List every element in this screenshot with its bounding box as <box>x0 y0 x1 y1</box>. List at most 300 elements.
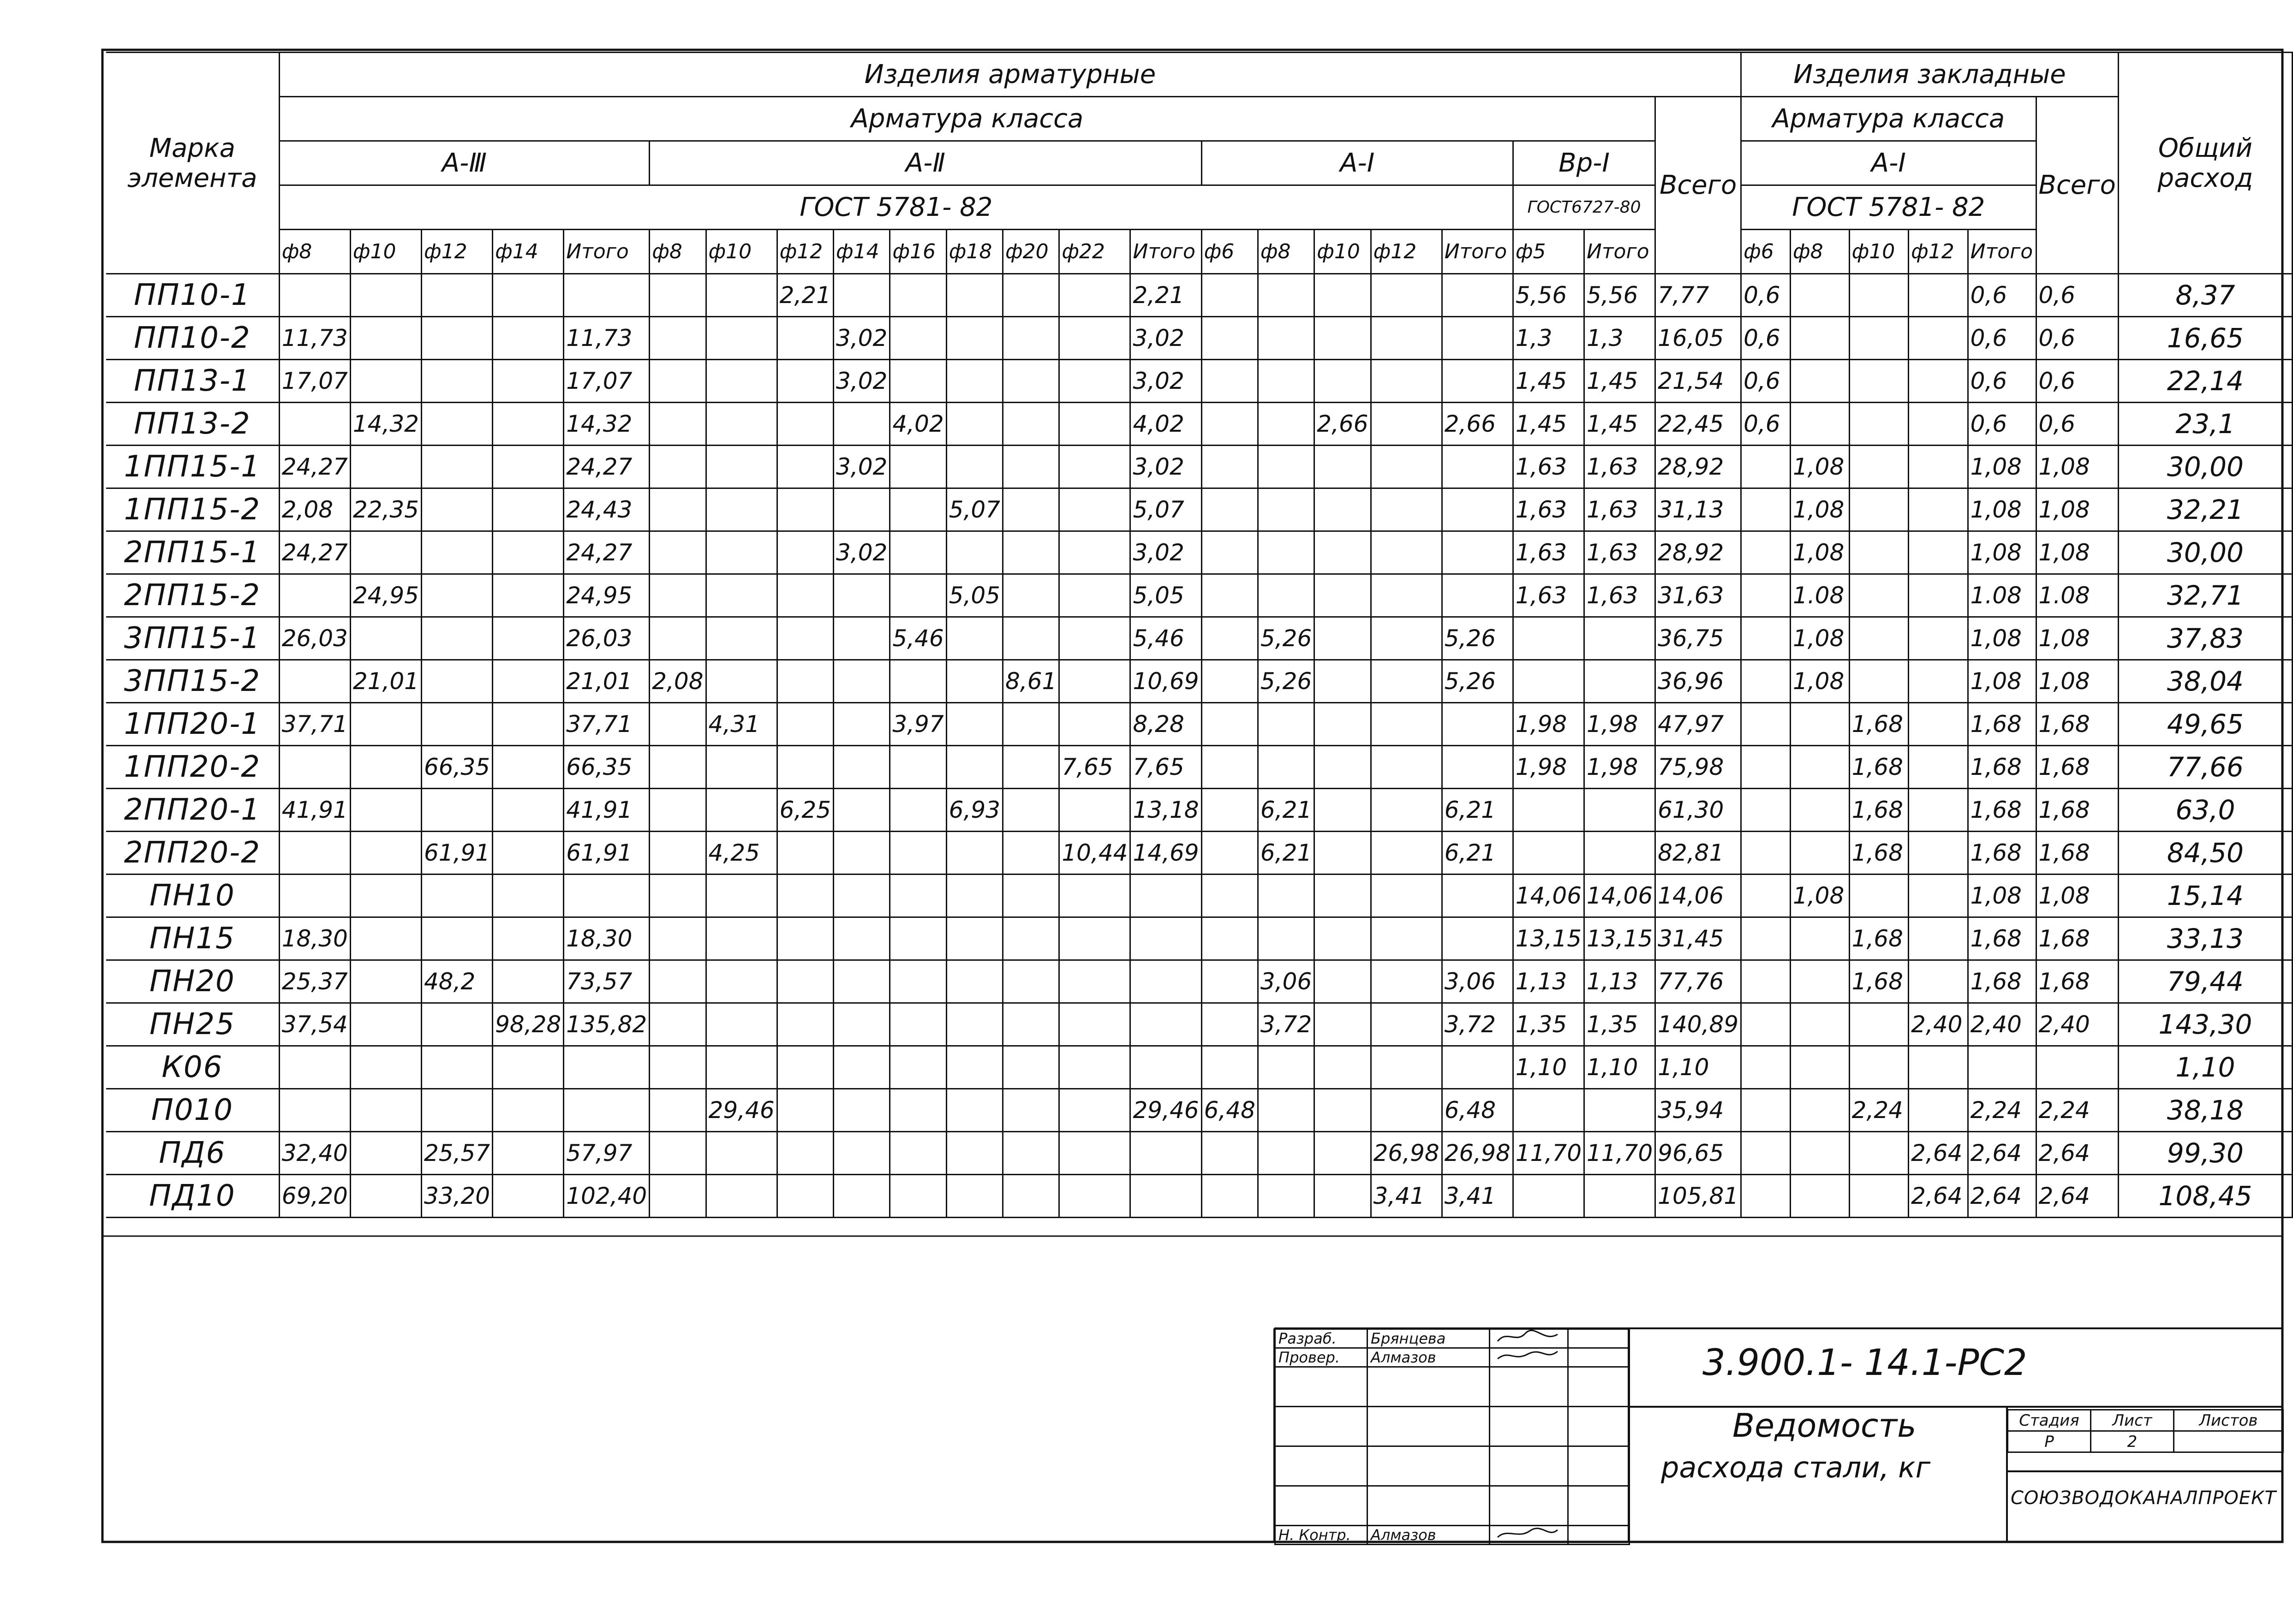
a3-cell: 66,35 <box>421 746 492 789</box>
a2-subtotal-cell: 14,69 <box>1130 832 1201 874</box>
vr-cell: 11,70 <box>1513 1132 1584 1175</box>
a2-cell <box>890 746 946 789</box>
embedded-cell: 1,08 <box>1790 531 1849 574</box>
a2-cell <box>706 874 777 917</box>
developed-name: Брянцева <box>1367 1329 1490 1348</box>
a1-cell <box>1314 917 1371 960</box>
a2-cell <box>834 1046 890 1089</box>
vr-subtotal-cell: 1,13 <box>1584 960 1655 1003</box>
a3-cell: 17,07 <box>279 360 350 403</box>
a2-subtotal-cell <box>1130 960 1201 1003</box>
embedded-cell <box>1790 703 1849 746</box>
a2-cell <box>946 917 1003 960</box>
a1-cell <box>1258 874 1314 917</box>
embedded-subtotal-cell: 0,6 <box>1968 360 2036 403</box>
a2-cell <box>946 403 1003 446</box>
a2-cell <box>1059 917 1130 960</box>
a2-cell <box>1059 531 1130 574</box>
embedded-subtotal-cell: 1,08 <box>1968 660 2036 703</box>
a2-cell <box>777 960 833 1003</box>
diameter-header: ф6 <box>1201 230 1258 274</box>
embedded-subtotal-cell: 1,68 <box>1968 960 2036 1003</box>
table-row <box>106 531 2293 574</box>
a1-cell <box>1201 832 1258 874</box>
a2-cell <box>777 317 833 360</box>
a3-cell <box>279 1046 350 1089</box>
reinforcement-class-header: Арматура класса <box>279 97 1655 141</box>
a2-cell: 3,97 <box>890 703 946 746</box>
a3-cell <box>421 488 492 531</box>
a2-cell: 3,02 <box>834 360 890 403</box>
a3-cell <box>493 617 564 660</box>
row-total: 75,98 <box>1655 746 1741 789</box>
embedded-total: 1,68 <box>2036 703 2118 746</box>
embedded-cell <box>1849 1175 1909 1218</box>
embedded-cell <box>1741 574 1791 617</box>
a3-cell: 98,28 <box>493 1003 564 1046</box>
a2-cell <box>834 488 890 531</box>
vr-subtotal-cell <box>1584 789 1655 832</box>
table-row <box>106 274 2293 317</box>
a1-subtotal-cell: 6,21 <box>1442 789 1513 832</box>
embedded-cell: 1,68 <box>1849 832 1909 874</box>
embedded-cell <box>1849 531 1909 574</box>
a1-cell <box>1258 746 1314 789</box>
vr-cell: 1,45 <box>1513 360 1584 403</box>
a1-cell <box>1314 832 1371 874</box>
a2-cell <box>946 703 1003 746</box>
norm-control-signature <box>1490 1526 1568 1545</box>
embedded-subtotal-cell: 1,68 <box>1968 703 2036 746</box>
a2-cell: 3,02 <box>834 531 890 574</box>
table-row <box>106 789 2293 832</box>
a3-cell: 37,54 <box>279 1003 350 1046</box>
row-total: 31,45 <box>1655 917 1741 960</box>
a2-subtotal-cell: 5,46 <box>1130 617 1201 660</box>
a1-cell: 6,21 <box>1258 832 1314 874</box>
a3-cell: 18,30 <box>279 917 350 960</box>
overall-total: 49,65 <box>2118 703 2292 746</box>
a1-cell <box>1371 1003 1442 1046</box>
a1-cell <box>1201 746 1258 789</box>
embedded-cell: 0,6 <box>1741 360 1791 403</box>
embedded-cell <box>1790 274 1849 317</box>
a1-cell <box>1371 660 1442 703</box>
a1-cell <box>1371 403 1442 446</box>
a1-cell: 5,26 <box>1258 617 1314 660</box>
a2-cell <box>1003 574 1059 617</box>
sheet-title: Ведомость <box>1732 1407 1917 1445</box>
vr-cell: 13,15 <box>1513 917 1584 960</box>
checked-name: Алмазов <box>1367 1348 1490 1367</box>
a2-cell <box>834 574 890 617</box>
table-row <box>106 703 2293 746</box>
embedded-cell <box>1741 617 1791 660</box>
embedded-total: 1,08 <box>2036 531 2118 574</box>
vr-subtotal-cell <box>1584 660 1655 703</box>
embedded-cell: 2,40 <box>1909 1003 1968 1046</box>
a2-cell <box>777 488 833 531</box>
a1-cell <box>1258 531 1314 574</box>
row-mark: 3ПП15-2 <box>106 660 279 703</box>
row-total: 47,97 <box>1655 703 1741 746</box>
diameter-header: ф12 <box>421 230 492 274</box>
embedded-cell <box>1909 274 1968 317</box>
a3-subtotal-cell: 102,40 <box>564 1175 650 1218</box>
a2-cell <box>706 317 777 360</box>
a2-cell <box>890 960 946 1003</box>
embedded-cell: 1,68 <box>1849 789 1909 832</box>
table-row <box>106 488 2293 531</box>
row-mark: 2ПП15-2 <box>106 574 279 617</box>
a3-cell <box>350 832 421 874</box>
a2-cell <box>890 488 946 531</box>
a1-subtotal-cell <box>1442 360 1513 403</box>
row-total: 28,92 <box>1655 446 1741 488</box>
a2-subtotal-cell <box>1130 917 1201 960</box>
embedded-cell <box>1909 960 1968 1003</box>
a2-cell <box>650 488 706 531</box>
a2-cell <box>650 360 706 403</box>
vr-cell: 1,10 <box>1513 1046 1584 1089</box>
a3-cell: 41,91 <box>279 789 350 832</box>
embedded-total: 1,08 <box>2036 446 2118 488</box>
a1-cell <box>1371 874 1442 917</box>
vr-cell: 14,06 <box>1513 874 1584 917</box>
embedded-subtotal-cell: 1,08 <box>1968 617 2036 660</box>
row-total: 22,45 <box>1655 403 1741 446</box>
a2-cell <box>1059 1175 1130 1218</box>
a1-subtotal-cell <box>1442 917 1513 960</box>
row-total: 1,10 <box>1655 1046 1741 1089</box>
a1-cell <box>1314 960 1371 1003</box>
vr-subtotal-cell: 1,98 <box>1584 746 1655 789</box>
a3-cell <box>350 960 421 1003</box>
row-total: 31,63 <box>1655 574 1741 617</box>
a1-cell: 6,21 <box>1258 789 1314 832</box>
a3-subtotal-cell: 21,01 <box>564 660 650 703</box>
embedded-cell <box>1790 1089 1849 1132</box>
a2-cell: 8,61 <box>1003 660 1059 703</box>
a1-cell <box>1314 746 1371 789</box>
a2-cell <box>650 960 706 1003</box>
stage-value: Р <box>2008 1431 2091 1452</box>
a3-cell <box>493 874 564 917</box>
a2-cell <box>1003 617 1059 660</box>
a2-cell <box>777 1175 833 1218</box>
overall-total: 15,14 <box>2118 874 2292 917</box>
norm-control-label: Н. Контр. <box>1275 1526 1367 1545</box>
embedded-subtotal-cell: 1,68 <box>1968 789 2036 832</box>
embedded-cell: 1,08 <box>1790 660 1849 703</box>
a2-subtotal-cell: 29,46 <box>1130 1089 1201 1132</box>
a1-cell <box>1314 1003 1371 1046</box>
a1-cell: 5,26 <box>1258 660 1314 703</box>
a3-cell <box>350 917 421 960</box>
a1-cell <box>1201 660 1258 703</box>
a3-cell <box>421 574 492 617</box>
a2-cell <box>706 403 777 446</box>
subtotal-header: Итого <box>1130 230 1201 274</box>
a2-cell <box>1003 1003 1059 1046</box>
norm-control-name: Алмазов <box>1367 1526 1490 1545</box>
a3-cell <box>279 746 350 789</box>
embedded-cell <box>1790 360 1849 403</box>
embedded-cell <box>1790 746 1849 789</box>
embedded-cell <box>1849 446 1909 488</box>
embedded-subtotal-cell: 1,08 <box>1968 446 2036 488</box>
diameter-header: ф10 <box>1314 230 1371 274</box>
a1-cell <box>1258 488 1314 531</box>
gost-main-header: ГОСТ 5781- 82 <box>279 185 1513 230</box>
a1-cell: 26,98 <box>1371 1132 1442 1175</box>
class-a1-header: А-Ⅰ <box>1201 141 1513 185</box>
a2-cell <box>834 960 890 1003</box>
a2-cell <box>890 832 946 874</box>
diameter-header: ф14 <box>834 230 890 274</box>
class-vr1-header: Вр-Ⅰ <box>1513 141 1655 185</box>
a2-cell <box>890 789 946 832</box>
a2-cell <box>890 274 946 317</box>
a3-cell <box>279 403 350 446</box>
a2-cell <box>1003 403 1059 446</box>
embedded-total: 1,08 <box>2036 660 2118 703</box>
row-mark: 1ПП15-2 <box>106 488 279 531</box>
embedded-cell <box>1849 1046 1909 1089</box>
a2-subtotal-cell: 5,05 <box>1130 574 1201 617</box>
overall-total: 99,30 <box>2118 1132 2292 1175</box>
a2-cell <box>706 274 777 317</box>
row-total: 36,75 <box>1655 617 1741 660</box>
a2-cell <box>1059 1046 1130 1089</box>
overall-total: 143,30 <box>2118 1003 2292 1046</box>
embedded-cell <box>1741 1089 1791 1132</box>
a2-cell <box>1059 403 1130 446</box>
gost-vr-header: ГОСТ6727-80 <box>1513 185 1655 230</box>
a1-subtotal-cell <box>1442 746 1513 789</box>
a2-cell <box>650 1003 706 1046</box>
vr-subtotal-cell <box>1584 1089 1655 1132</box>
a1-cell <box>1201 874 1258 917</box>
embedded-cell <box>1909 403 1968 446</box>
row-mark: К06 <box>106 1046 279 1089</box>
embedded-cell <box>1909 531 1968 574</box>
a3-cell <box>421 531 492 574</box>
a2-cell <box>890 660 946 703</box>
a1-cell: 6,48 <box>1201 1089 1258 1132</box>
a2-cell <box>1003 789 1059 832</box>
a3-cell <box>493 360 564 403</box>
embedded-cell <box>1849 488 1909 531</box>
vr-cell <box>1513 1089 1584 1132</box>
embedded-subtotal-cell: 1,08 <box>1968 874 2036 917</box>
row-total: 16,05 <box>1655 317 1741 360</box>
a2-cell: 4,02 <box>890 403 946 446</box>
embedded-cell <box>1790 832 1849 874</box>
a3-subtotal-cell <box>564 1046 650 1089</box>
sheet-value: 2 <box>2091 1431 2174 1452</box>
embedded-cell <box>1909 746 1968 789</box>
embedded-cell: 1,08 <box>1790 488 1849 531</box>
a2-cell: 10,44 <box>1059 832 1130 874</box>
a1-subtotal-cell: 3,41 <box>1442 1175 1513 1218</box>
a2-cell <box>777 574 833 617</box>
vr-cell: 1,63 <box>1513 574 1584 617</box>
subtotal-header: Итого <box>1442 230 1513 274</box>
a3-cell: 25,37 <box>279 960 350 1003</box>
a2-cell <box>777 1003 833 1046</box>
embedded-subtotal-cell: 2,40 <box>1968 1003 2036 1046</box>
a2-cell <box>946 660 1003 703</box>
vr-subtotal-cell <box>1584 832 1655 874</box>
a1-cell <box>1314 1132 1371 1175</box>
a2-cell <box>946 832 1003 874</box>
a3-cell <box>350 1089 421 1132</box>
embedded-cell <box>1909 1089 1968 1132</box>
a2-cell <box>1059 960 1130 1003</box>
checked-label: Провер. <box>1275 1348 1367 1367</box>
a3-cell: 33,20 <box>421 1175 492 1218</box>
table-row <box>106 917 2293 960</box>
vr-subtotal-cell: 1,3 <box>1584 317 1655 360</box>
a2-cell <box>777 1089 833 1132</box>
vr-subtotal-cell: 1,10 <box>1584 1046 1655 1089</box>
embedded-subtotal-cell <box>1968 1046 2036 1089</box>
a3-cell <box>493 274 564 317</box>
vr-subtotal-cell: 1,45 <box>1584 360 1655 403</box>
subtotal-header: Итого <box>1584 230 1655 274</box>
a3-cell <box>350 1175 421 1218</box>
a3-cell <box>421 1089 492 1132</box>
vr-cell: 5,56 <box>1513 274 1584 317</box>
a2-cell <box>650 574 706 617</box>
a2-subtotal-cell <box>1130 1132 1201 1175</box>
a2-cell <box>1003 960 1059 1003</box>
a1-cell <box>1371 574 1442 617</box>
diameter-header: ф18 <box>946 230 1003 274</box>
a3-cell <box>279 874 350 917</box>
a2-cell <box>946 446 1003 488</box>
embedded-cell <box>1909 917 1968 960</box>
a2-cell <box>1003 446 1059 488</box>
a2-cell <box>1059 488 1130 531</box>
class-a1-embedded-header: А-Ⅰ <box>1741 141 2036 185</box>
a2-cell <box>1059 874 1130 917</box>
table-row <box>106 317 2293 360</box>
embedded-cell <box>1849 874 1909 917</box>
a2-cell <box>1059 360 1130 403</box>
embedded-cell <box>1790 1003 1849 1046</box>
a1-subtotal-cell <box>1442 703 1513 746</box>
a3-cell <box>493 917 564 960</box>
diameter-header: ф10 <box>706 230 777 274</box>
a1-cell <box>1371 274 1442 317</box>
steel-consumption-table <box>106 52 2293 1218</box>
a2-cell: 4,25 <box>706 832 777 874</box>
row-mark: 3ПП15-1 <box>106 617 279 660</box>
a3-cell: 22,35 <box>350 488 421 531</box>
a2-cell <box>834 403 890 446</box>
organization: СОЮЗВОДОКАНАЛПРОЕКТ <box>2011 1487 2276 1509</box>
reinforcement-class-embedded-header: Арматура класса <box>1741 97 2036 141</box>
a3-cell <box>279 832 350 874</box>
embedded-cell: 2,64 <box>1909 1175 1968 1218</box>
gost-embedded-header: ГОСТ 5781- 82 <box>1741 185 2036 230</box>
a1-subtotal-cell: 3,06 <box>1442 960 1513 1003</box>
a3-cell <box>279 274 350 317</box>
a1-cell <box>1314 1046 1371 1089</box>
embedded-cell <box>1790 1046 1849 1089</box>
a1-cell <box>1201 789 1258 832</box>
table-row <box>106 746 2293 789</box>
a2-cell <box>834 617 890 660</box>
checked-signature <box>1490 1348 1568 1367</box>
a2-subtotal-cell <box>1130 874 1201 917</box>
embedded-total: 1,08 <box>2036 488 2118 531</box>
a1-subtotal-cell <box>1442 274 1513 317</box>
embedded-subtotal-cell: 1,68 <box>1968 832 2036 874</box>
a1-cell: 3,06 <box>1258 960 1314 1003</box>
a2-cell <box>706 360 777 403</box>
a3-cell <box>421 703 492 746</box>
a2-cell <box>890 917 946 960</box>
a3-cell <box>493 832 564 874</box>
a1-cell <box>1371 488 1442 531</box>
a2-cell <box>890 1003 946 1046</box>
diameter-header: ф8 <box>650 230 706 274</box>
embedded-cell <box>1849 574 1909 617</box>
vr-cell: 1,98 <box>1513 746 1584 789</box>
a3-subtotal-cell <box>564 874 650 917</box>
a3-cell <box>421 1003 492 1046</box>
a3-cell <box>421 360 492 403</box>
a2-cell <box>650 1132 706 1175</box>
embedded-total: 2,24 <box>2036 1089 2118 1132</box>
a3-cell <box>350 874 421 917</box>
a2-cell <box>650 403 706 446</box>
diameter-header: ф14 <box>493 230 564 274</box>
row-mark: ПП13-2 <box>106 403 279 446</box>
a2-cell <box>777 746 833 789</box>
embedded-subtotal-cell: 1,08 <box>1968 488 2036 531</box>
vr-cell: 1,13 <box>1513 960 1584 1003</box>
a2-cell <box>890 1175 946 1218</box>
embedded-cell <box>1790 789 1849 832</box>
a1-subtotal-cell: 26,98 <box>1442 1132 1513 1175</box>
a3-cell: 21,01 <box>350 660 421 703</box>
a2-cell <box>650 703 706 746</box>
a3-cell <box>493 746 564 789</box>
mark-header: Марка элемента <box>106 53 279 274</box>
a2-cell <box>1059 617 1130 660</box>
a2-cell <box>706 660 777 703</box>
a2-cell <box>890 317 946 360</box>
a1-cell <box>1371 446 1442 488</box>
embedded-cell <box>1741 960 1791 1003</box>
vr-subtotal-cell: 1,45 <box>1584 403 1655 446</box>
a3-cell <box>421 660 492 703</box>
a2-cell <box>834 703 890 746</box>
row-total: 96,65 <box>1655 1132 1741 1175</box>
a2-cell <box>1003 1089 1059 1132</box>
diameter-header: ф10 <box>350 230 421 274</box>
a2-cell <box>1003 917 1059 960</box>
a1-cell <box>1371 746 1442 789</box>
overall-total: 1,10 <box>2118 1046 2292 1089</box>
a1-cell <box>1371 1089 1442 1132</box>
a2-cell <box>1059 1003 1130 1046</box>
a1-subtotal-cell <box>1442 446 1513 488</box>
